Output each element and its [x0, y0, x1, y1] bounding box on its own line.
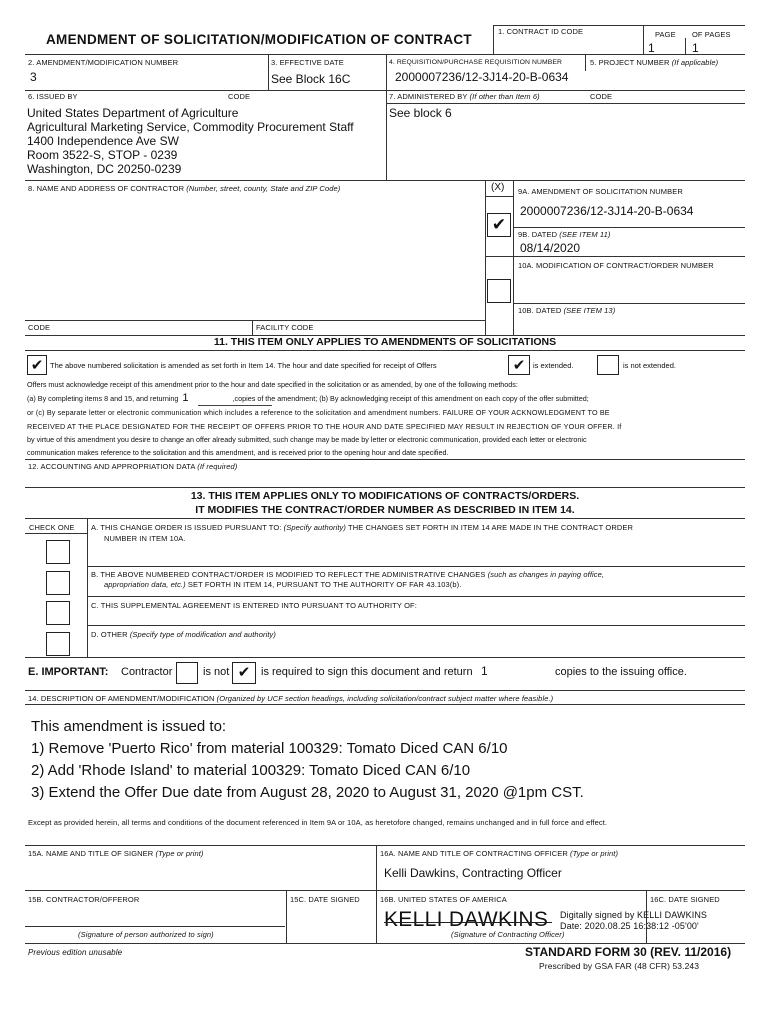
item-11-line-1: The above numbered solicitation is amended as set forth in Item 14. The hour and date specified for receipt of Offers	[50, 361, 437, 370]
prescribed-by-label: Prescribed by GSA FAR (48 CFR) 53.243	[539, 961, 700, 971]
requisition-number: 2000007236/12-3J14-20-B-0634	[395, 70, 569, 84]
contractor-label: 8. NAME AND ADDRESS OF CONTRACTOR (Number, street, county, State and ZIP Code)	[28, 184, 341, 193]
block-9a-label: 9A. AMENDMENT OF SOLICITATION NUMBER	[518, 187, 683, 196]
contract-id-label: 1. CONTRACT ID CODE	[498, 27, 584, 36]
issued-by-line-5: Washington, DC 20250-0239	[27, 162, 182, 176]
issued-by-line-1: United States Department of Agriculture	[27, 106, 239, 120]
block-10b-label: 10B. DATED (SEE ITEM 13)	[518, 306, 616, 315]
important-text: is required to sign this document and return	[261, 666, 473, 678]
amendment-number: 3	[30, 70, 37, 84]
item-13-heading-2: IT MODIFIES THE CONTRACT/ORDER NUMBER AS DESCRIBED IN ITEM 14.	[195, 504, 575, 516]
administered-by-label: 7. ADMINISTERED BY (If other than Item 6)	[389, 92, 540, 101]
issued-by-code-label: CODE	[228, 92, 251, 101]
code-label: CODE	[28, 323, 51, 332]
effective-date-label: 3. EFFECTIVE DATE	[271, 58, 344, 67]
x-column-label: (X)	[491, 182, 505, 193]
project-number-label: 5. PROJECT NUMBER (If applicable)	[590, 58, 719, 67]
is-extended-checkbox[interactable]: ✔	[508, 355, 530, 375]
item-13-b-text: B. THE ABOVE NUMBERED CONTRACT/ORDER IS MODIFIED TO REFLECT THE ADMINISTRATIVE CHANGES (such as changes in paying office,	[91, 570, 605, 579]
standard-form-label: STANDARD FORM 30 (REV. 11/2016)	[525, 945, 732, 959]
item-11-line-2: Offers must acknowledge receipt of this amendment prior to the hour and date specified in the solicitation or as amended, by one of the following methods:	[27, 380, 518, 389]
is-not-extended-checkbox[interactable]	[597, 355, 619, 375]
item-11-heading: 11. THIS ITEM ONLY APPLIES TO AMENDMENTS OF SOLICITATIONS	[213, 336, 557, 348]
description-line-2: 1) Remove 'Puerto Rico' from material 100329: Tomato Diced CAN 6/10	[31, 740, 508, 757]
item-14-label: 14. DESCRIPTION OF AMENDMENT/MODIFICATION (Organized by UCF section headings, including solicitation/contract subject matter where feasible.)	[28, 694, 554, 703]
item-13-c-text: C. THIS SUPPLEMENTAL AGREEMENT IS ENTERED INTO PURSUANT TO AUTHORITY OF:	[91, 601, 417, 610]
item-11-line-4: or (c) By separate letter or electronic communication which includes a reference to the solicitation and amendment numbers. FAILURE OF YOUR ACKNOWLEDGMENT TO BE	[27, 408, 610, 417]
previous-edition-note: Previous edition unusable	[28, 948, 123, 957]
item-13-b-text-2: appropriation data, etc.) SET FORTH IN ITEM 14, PURSUANT TO THE AUTHORITY OF FAR 43.103(b).	[104, 580, 462, 589]
officer-signature: KELLI DAWKINS	[384, 908, 549, 931]
item-13-d-text: D. OTHER (Specify type of modification and authority)	[91, 630, 276, 639]
important-text-2: copies to the issuing office.	[555, 666, 687, 678]
facility-code-label: FACILITY CODE	[256, 323, 314, 332]
block-16a-value: Kelli Dawkins, Contracting Officer	[384, 866, 562, 880]
block-16a-label: 16A. NAME AND TITLE OF CONTRACTING OFFICER (Type or print)	[380, 849, 619, 858]
form-title: AMENDMENT OF SOLICITATION/MODIFICATION OF CONTRACT	[46, 32, 472, 47]
issued-by-label: 6. ISSUED BY	[28, 92, 78, 101]
signature-person-hint: (Signature of person authorized to sign)	[78, 930, 214, 939]
except-clause: Except as provided herein, all terms and conditions of the document referenced in Item 9A or 10A, as heretofore changed, remains unchanged and in full force and effect.	[28, 818, 608, 827]
digital-signature-line-2: Date: 2020.08.25 16:38:12 -05'00'	[560, 921, 699, 931]
issued-by-line-3: 1400 Independence Ave SW	[27, 134, 179, 148]
block-15a-label: 15A. NAME AND TITLE OF SIGNER (Type or print)	[28, 849, 204, 858]
important-contractor: Contractor	[121, 666, 173, 678]
block-10a-label: 10A. MODIFICATION OF CONTRACT/ORDER NUMBER	[518, 261, 714, 270]
important-is-not: is not	[203, 666, 230, 678]
item-13-a-text-2: NUMBER IN ITEM 10A.	[104, 534, 186, 543]
important-copies: 1	[481, 664, 488, 678]
of-pages-label: OF PAGES	[692, 30, 731, 39]
administered-by-value: See block 6	[389, 106, 452, 120]
item-13-heading-1: 13. THIS ITEM APPLIES ONLY TO MODIFICATIONS OF CONTRACTS/ORDERS.	[190, 490, 580, 502]
is-extended-label: is extended.	[533, 361, 574, 370]
block-9a-checkbox[interactable]: ✔	[487, 213, 511, 237]
block-9a-value: 2000007236/12-3J14-20-B-0634	[520, 204, 694, 218]
issued-by-line-4: Room 3522-S, STOP - 0239	[27, 148, 178, 162]
item-13-d-checkbox[interactable]	[46, 632, 70, 656]
item-12-label: 12. ACCOUNTING AND APPROPRIATION DATA (If required)	[28, 462, 238, 471]
block-16b-label: 16B. UNITED STATES OF AMERICA	[380, 895, 507, 904]
important-label: E. IMPORTANT:	[28, 666, 109, 678]
description-line-1: This amendment is issued to:	[31, 718, 227, 735]
contractor-is-not-checkbox[interactable]: ✔	[232, 662, 256, 684]
item-13-c-checkbox[interactable]	[46, 601, 70, 625]
item-13-a-text: A. THIS CHANGE ORDER IS ISSUED PURSUANT TO: (Specify authority) THE CHANGES SET FORTH IN ITEM 14 ARE MADE IN THE CONTRACT ORDER	[91, 523, 633, 532]
page-number: 1	[648, 41, 655, 55]
digital-signature-line-1: Digitally signed by KELLI DAWKINS	[560, 910, 708, 920]
item-11-line-7: communication makes reference to the solicitation and this amendment, and is received prior to the opening hour and date specified.	[27, 448, 449, 457]
block-15c-label: 15C. DATE SIGNED	[290, 895, 360, 904]
item-11-line-3: (a) By completing items 8 and 15, and returning 1 ,copies of the amendment; (b) By acknowledging receipt of this amendment on each copy of the offer submitted;	[27, 392, 589, 404]
signature-officer-hint: (Signature of Contracting Officer)	[451, 930, 565, 939]
check-one-label: CHECK ONE	[29, 523, 75, 532]
item-13-a-checkbox[interactable]	[46, 540, 70, 564]
block-9b-label: 9B. DATED (SEE ITEM 11)	[518, 230, 611, 239]
item-11-line-6: by virtue of this amendment you desire to change an offer already submitted, such change may be made by letter or electronic communication, provided each letter or electronic	[27, 435, 587, 444]
block-15b-label: 15B. CONTRACTOR/OFFEROR	[28, 895, 140, 904]
item-11-line-5: RECEIVED AT THE PLACE DESIGNATED FOR THE RECEIPT OF OFFERS PRIOR TO THE HOUR AND DATE SPECIFIED MAY RESULT IN REJECTION OF YOUR OFFER. If	[27, 422, 622, 431]
block-10a-checkbox[interactable]	[487, 279, 511, 303]
effective-date: See Block 16C	[271, 72, 351, 86]
issued-by-line-2: Agricultural Marketing Service, Commodity Procurement Staff	[27, 120, 354, 134]
is-not-extended-label: is not extended.	[623, 361, 676, 370]
of-pages-number: 1	[692, 41, 699, 55]
solicitation-amended-checkbox[interactable]: ✔	[27, 355, 47, 375]
block-9b-value: 08/14/2020	[520, 241, 581, 255]
page-label: PAGE	[655, 30, 676, 39]
block-16c-label: 16C. DATE SIGNED	[650, 895, 720, 904]
amendment-number-label: 2. AMENDMENT/MODIFICATION NUMBER	[28, 58, 179, 67]
description-line-4: 3) Extend the Offer Due date from August 28, 2020 to August 31, 2020 @1pm CST.	[31, 784, 584, 801]
contractor-is-checkbox[interactable]	[176, 662, 198, 684]
item-13-b-checkbox[interactable]	[46, 571, 70, 595]
administered-code-label: CODE	[590, 92, 613, 101]
description-line-3: 2) Add 'Rhode Island' to material 100329: Tomato Diced CAN 6/10	[31, 762, 471, 779]
requisition-label: 4. REQUISITION/PURCHASE REQUISITION NUMBER	[389, 59, 563, 66]
